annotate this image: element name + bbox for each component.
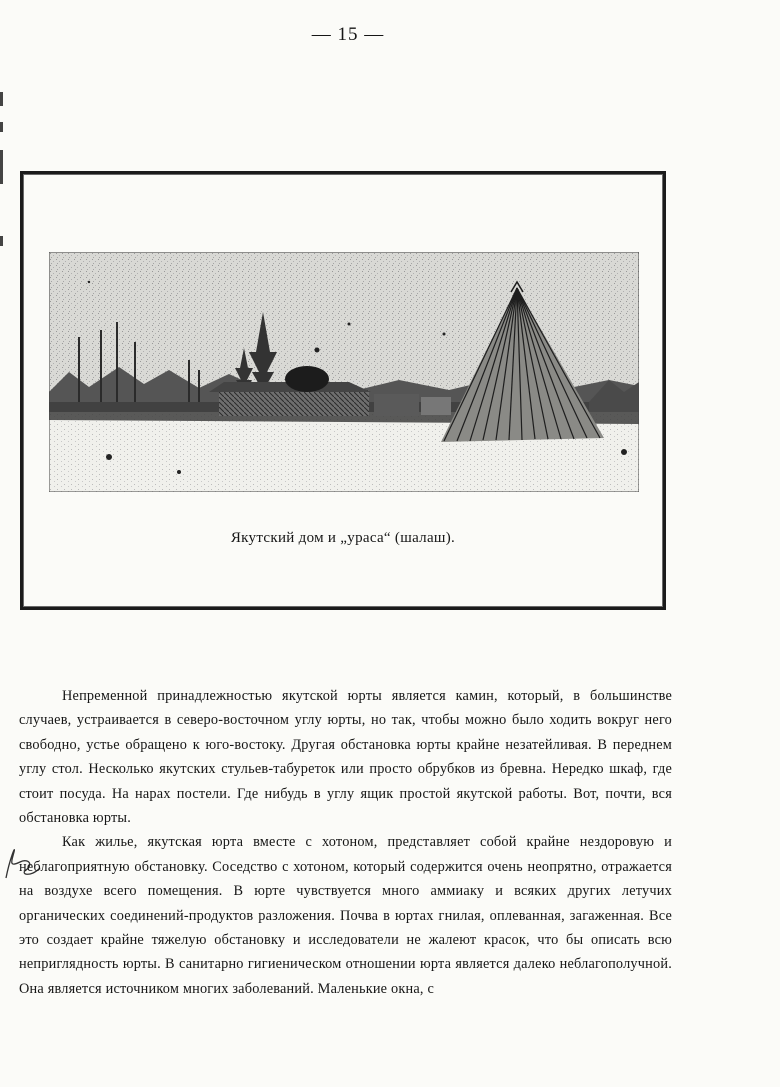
scan-edge-mark-top	[0, 92, 3, 106]
photo-plate	[20, 171, 666, 610]
paragraph-2: Как жилье, якутская юрта вместе с хотоном, представляет собой крайне нездоровую и неблагоприятную обстановку. Соседство с хотоном, который содержится очень неопрятно, отражается на воздухе всего помещения. В юрте чувствуется много аммиаку и всяких других летучих органических соединений-продуктов разложения. Почва в юртах гнилая, оплеванная, загаженная. Все это создает крайне тяжелую обстановку и исследователи не жалеют красок, что бы описать всю неприглядность юрты. В санитарно гигиеническом отношении юрта является далеко неблагополучной. Она является источником многих заболеваний. Маленькие окна, с	[19, 834, 672, 997]
figure-caption: Якутский дом и „ураса“ (шалаш).	[230, 530, 456, 546]
scan-edge-mark-mid	[0, 122, 3, 132]
scan-edge-mark-low	[0, 150, 3, 184]
photograph-yakut-house-and-urasa	[49, 252, 639, 492]
paragraph-1: Непременной принадлежностью якутской юрты является камин, который, в большинстве случаев, устраивается в северо-восточном углу юрты, но так, чтобы можно было ходить вокруг него свободно, устье обращено к юго-востоку. Другая обстановка юрты крайне незатейливая. В переднем углу стол. Несколько якутских стульев-табуреток или просто обрубков из бревна. Нередко шкаф, где стоит посуда. На нарах постели. Где нибудь в углу ящик простой якутской работы. Вот, почти, вся обстановка юрты.	[19, 688, 672, 827]
scan-edge-mark-bottom	[0, 236, 3, 246]
body-text	[19, 684, 672, 1001]
photograph	[49, 252, 639, 492]
page-number: — 15 —	[311, 24, 385, 45]
